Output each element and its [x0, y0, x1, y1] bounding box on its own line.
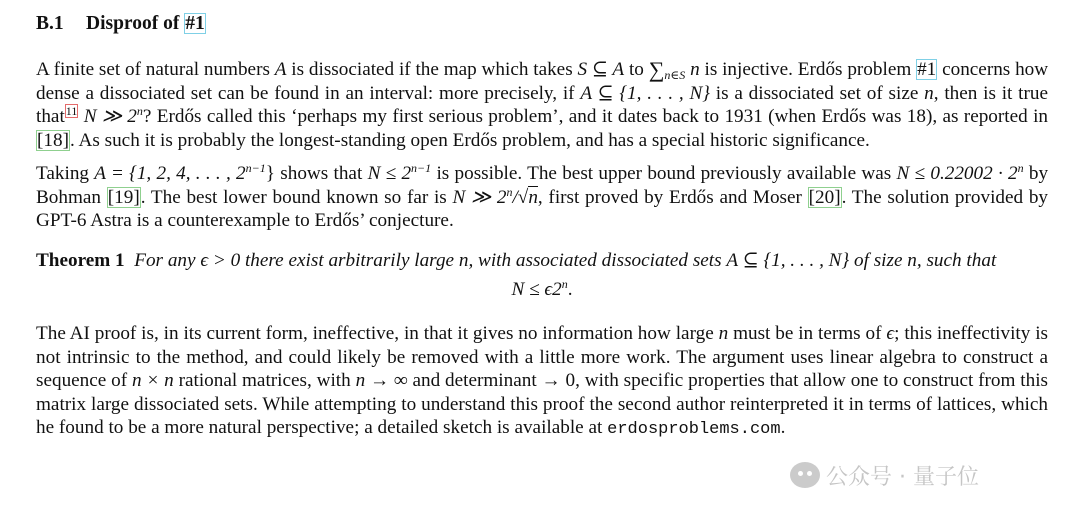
- text: rational matrices, with: [178, 370, 351, 391]
- text: . The solution provided by GPT-6 Astra is a counterexample to Erdős’ conjecture.: [36, 186, 1049, 231]
- text: .: [780, 417, 786, 438]
- theorem-text: of size n, such that: [853, 249, 997, 271]
- math-A: A: [274, 59, 287, 80]
- section-heading: [36, 12, 1048, 40]
- text: by Bohman: [36, 163, 1049, 208]
- math-epsilon: ϵ: [886, 323, 895, 344]
- text: must be in terms of: [733, 323, 882, 344]
- exponent: n: [561, 277, 568, 291]
- text: is dissociated if the map which takes: [291, 59, 573, 80]
- text: . The best lower bound known so far is: [140, 186, 447, 208]
- text: is injective. Erdős problem: [704, 59, 912, 80]
- paragraph-definition: [36, 58, 1048, 152]
- section-title: Disproof of: [86, 13, 180, 34]
- math-set: A ⊆ {1, . . . , N}: [580, 82, 710, 104]
- exponent: n: [136, 104, 143, 118]
- exponent: n: [1017, 161, 1024, 175]
- theorem-label: Theorem 1: [36, 249, 125, 271]
- math-upper-bound: N ≤ 0.22002 · 2: [896, 163, 1018, 184]
- text: concerns how dense a dissociated set can be found in an interval: more precisely, if: [36, 59, 1049, 104]
- text: shows that: [280, 163, 363, 184]
- math-set: A = {1, 2, 4, . . . , 2: [94, 163, 246, 184]
- math-set: A ⊆ {1, . . . , N}: [726, 249, 850, 271]
- text: ? Erdős called this ‘perhaps my first serious problem’, and it dates back to 1931 (when Erdős was 18), as reported in: [142, 106, 1049, 127]
- text: The AI proof is, in its current form, ineffective, in that it gives no information how large: [36, 323, 714, 344]
- text: and determinant → 0, with specific properties that allow one to construct from this matrix large dissociated sets. While attempting to understand this proof the second author reinterpreted it in terms of lattices, which he found to be a more natural perspective; a detailed sketch is available at: [36, 370, 1049, 438]
- math-n: n: [718, 323, 729, 344]
- paper-page: [36, 12, 1048, 442]
- theorem-block: [36, 249, 1048, 273]
- text: is possible. The best upper bound previously available was: [436, 163, 892, 184]
- math-ineq: N ≤ 2: [367, 163, 412, 184]
- exponent: n−1: [411, 161, 432, 175]
- theorem-text: For any ϵ > 0 there exist arbitrarily large n, with associated dissociated sets: [134, 249, 722, 271]
- text: , first proved by Erdős and Moser: [537, 186, 802, 208]
- math-period: .: [567, 279, 573, 300]
- text: A finite set of natural numbers: [36, 59, 270, 80]
- section-number: B.1: [36, 13, 64, 34]
- exponent: n: [506, 184, 513, 199]
- sum-symbol: ∑: [648, 57, 665, 82]
- text: . As such it is probably the longest-standing open Erdős problem, and has a special historic significance.: [69, 129, 870, 151]
- math-subset: S ⊆ A: [577, 59, 625, 80]
- math-claim: N ≫ 2: [83, 106, 137, 127]
- math-sqrt: /√: [512, 186, 529, 208]
- math-display: N ≤ ϵ2: [511, 279, 562, 300]
- citation-link[interactable]: [18]: [37, 129, 69, 151]
- display-equation: [36, 278, 1048, 308]
- citation-link[interactable]: [19]: [107, 186, 140, 208]
- math-n: n: [924, 82, 934, 104]
- math-lower-bound: N ≫ 2: [452, 186, 507, 208]
- sum-subscript: n∈S: [664, 68, 686, 82]
- problem-link[interactable]: #1: [917, 59, 937, 80]
- math-limit: n → ∞: [355, 370, 408, 391]
- exponent: n−1: [245, 161, 266, 175]
- text: is a dissociated set of size: [715, 82, 919, 104]
- watermark-text: 公众号 · 量子位: [826, 464, 979, 490]
- footnote-link[interactable]: 11: [65, 104, 78, 118]
- website-link[interactable]: erdosproblems.com: [607, 420, 781, 439]
- paragraph-bounds: [36, 162, 1048, 233]
- text: to: [628, 59, 644, 80]
- math-nxn: n × n: [131, 370, 174, 391]
- math-brace: }: [265, 163, 275, 184]
- watermark: [790, 455, 1060, 495]
- paragraph-discussion: [36, 322, 1048, 442]
- math-n: n: [528, 186, 538, 208]
- citation-link[interactable]: [20]: [808, 186, 841, 208]
- text: , then is it true that: [36, 82, 1048, 127]
- wechat-icon: [790, 462, 820, 488]
- problem-link[interactable]: #1: [185, 13, 205, 34]
- text: Taking: [36, 163, 90, 184]
- text: ; this ineffectivity is not intrinsic to the method, and could likely be removed with a little more work. The argument uses linear algebra to construct a sequence of: [36, 323, 1049, 391]
- math-n: n: [690, 59, 700, 80]
